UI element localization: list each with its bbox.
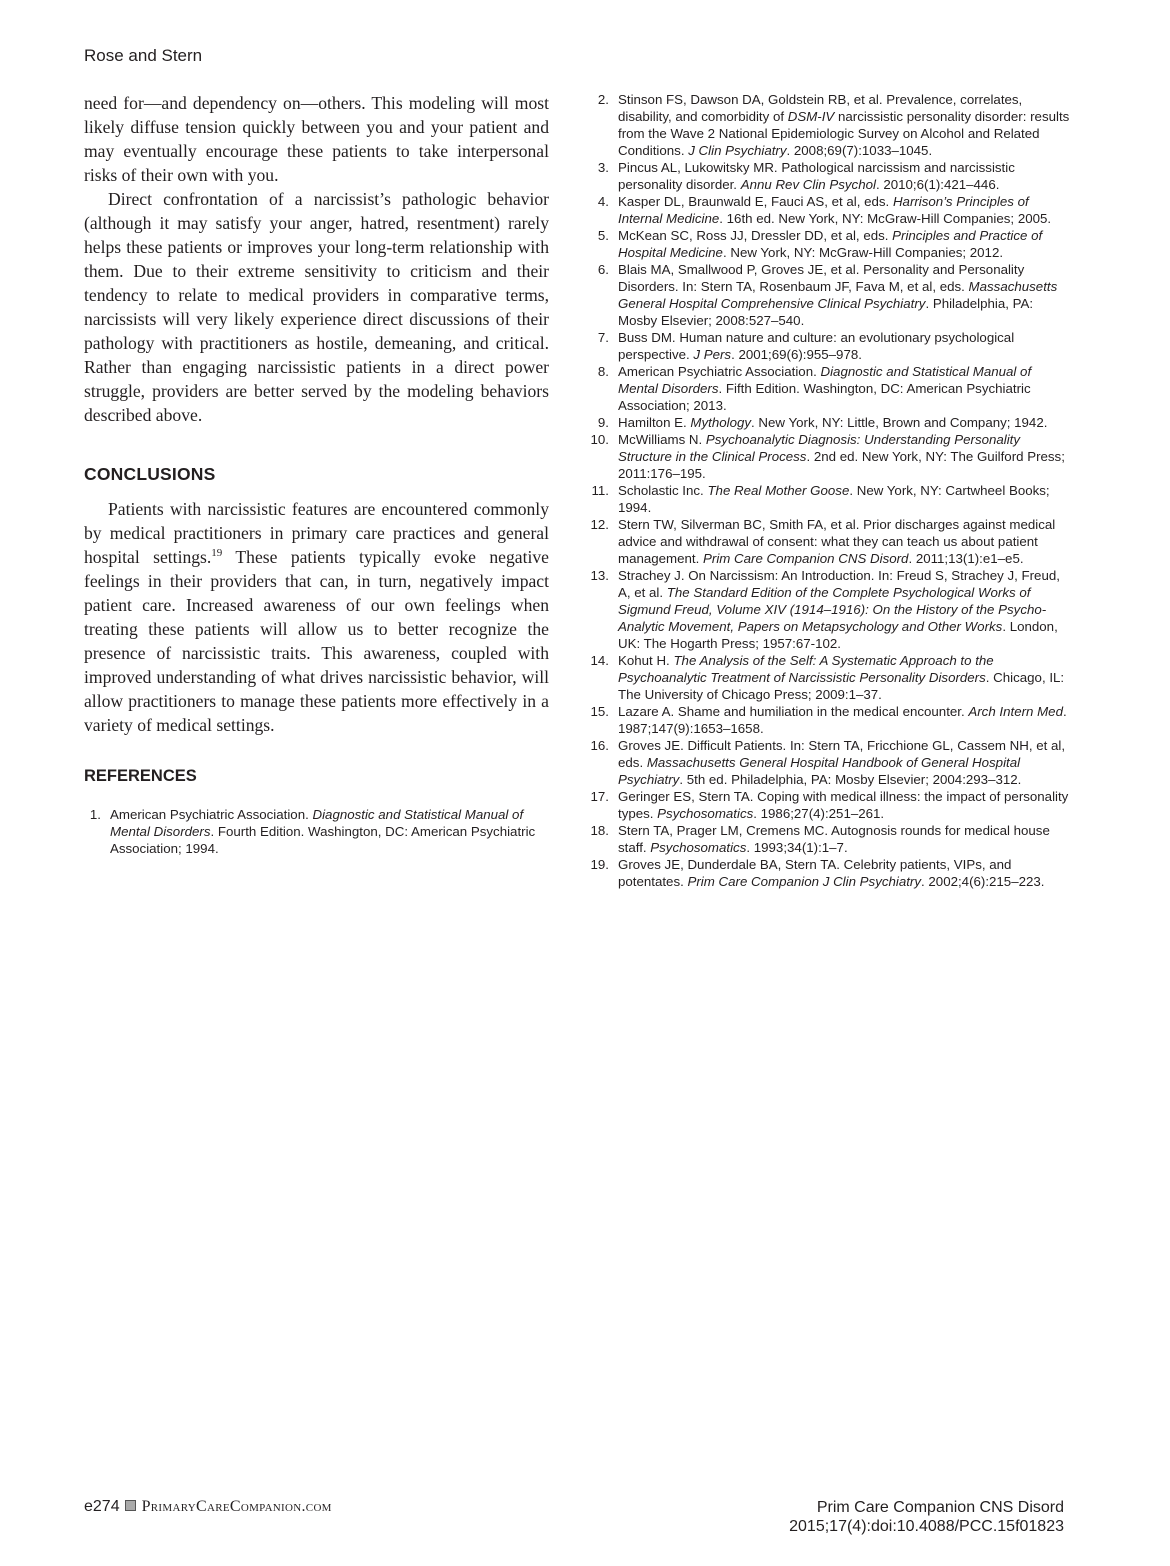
reference-item [84, 806, 549, 857]
reference-text: . 1993;34(1):1–7. [746, 840, 848, 855]
reference-number: 1. [89, 807, 101, 822]
reference-title: DSM-IV [787, 109, 835, 124]
reference-title: The Real Mother Goose [707, 483, 850, 498]
right-column [584, 91, 1074, 890]
reference-text: . 2010;6(1):421–446. [875, 177, 1000, 192]
reference-title: The Standard Edition of the Complete Psychological Works of Sigmund Freud, Volume XIV (1914–1916): On the History of the Psycho-Analytic Movement, Papers on Metapsychology and Other Works [618, 585, 1047, 634]
left-column [84, 91, 549, 857]
reference-number: 17. [590, 789, 609, 804]
reference-item [584, 227, 1074, 261]
square-bullet-icon [125, 1500, 136, 1511]
reference-text: Kohut H. [618, 653, 674, 668]
reference-title: Prim Care Companion J Clin Psychiatry [687, 874, 922, 889]
reference-number: 18. [590, 823, 609, 838]
reference-text: . 1986;27(4):251–261. [753, 806, 885, 821]
reference-item [584, 737, 1074, 788]
reference-title: Diagnostic and Statistical Manual of Mental Disorders [618, 364, 1032, 396]
footer-left [84, 1498, 332, 1516]
reference-list [84, 806, 549, 857]
reference-title: Principles and Practice of Hospital Medicine [618, 228, 1043, 260]
reference-text: American Psychiatric Association. [618, 364, 821, 379]
reference-text: Kasper DL, Braunwald E, Fauci AS, et al, eds. [618, 194, 893, 209]
reference-text: Blais MA, Smallwood P, Groves JE, et al. Personality and Personality Disorders. In: Stern TA, Rosenbaum JF, Fava M, et al, eds. [618, 262, 1025, 294]
reference-title: Harrison’s Principles of Internal Medicine [618, 194, 1029, 226]
reference-number: 2. [597, 92, 609, 107]
reference-title: Diagnostic and Statistical Manual of Mental Disorders [110, 807, 524, 839]
footer-right [789, 1498, 1064, 1536]
reference-text: . Fourth Edition. Washington, DC: American Psychiatric Association; 1994. [110, 824, 536, 856]
reference-text: . 1987;147(9):1653–1658. [618, 704, 1067, 736]
reference-text: American Psychiatric Association. [110, 807, 313, 822]
reference-text: . New York, NY: McGraw-Hill Companies; 2012. [722, 245, 1004, 260]
reference-title: Mythology [690, 415, 752, 430]
body-paragraph: Direct confrontation of a narcissist’s pathologic behavior (although it may satisfy your anger, hatred, resentment) rarely helps these patients or improves your long-term relationship with them. Due to their extreme sensitivity to criticism and their tendency to relate to medical providers in comparative terms, narcissists will very likely experience direct discussions of their pathology with practitioners as hostile, demeaning, and critical. Rather than engaging narcissistic patients in a direct power struggle, providers are better served by the modeling behaviors described above. [84, 189, 549, 425]
reference-title: Arch Intern Med [968, 704, 1063, 719]
reference-text: narcissistic personality disorder: results from the Wave 2 National Epidemiologic Survey on Alcohol and Related Conditions. [618, 109, 1070, 158]
page-number: e274 [84, 1498, 120, 1515]
reference-text: . 2002;4(6):215–223. [921, 874, 1045, 889]
reference-text: Lazare A. Shame and humiliation in the medical encounter. [618, 704, 969, 719]
reference-number: 6. [597, 262, 609, 277]
reference-number: 3. [597, 160, 609, 175]
body-paragraph: need for—and dependency on—others. This modeling will most likely diffuse tension quickly between you and your patient and may eventually encourage these patients to take interpersonal risks of their own with you. [84, 93, 549, 185]
reference-item [584, 703, 1074, 737]
reference-text: Groves JE. Difficult Patients. In: Stern TA, Fricchione GL, Cassem NH, et al, eds. [618, 738, 1066, 770]
reference-title: Psychoanalytic Diagnosis: Understanding Personality Structure in the Clinical Process [618, 432, 1021, 464]
reference-text: Buss DM. Human nature and culture: an evolutionary psychological perspective. [618, 330, 1015, 362]
reference-text: . New York, NY: Cartwheel Books; 1994. [618, 483, 1050, 515]
reference-title: Annu Rev Clin Psychol [740, 177, 876, 192]
reference-text: McKean SC, Ross JJ, Dressler DD, et al, eds. [618, 228, 893, 243]
reference-number: 8. [597, 364, 609, 379]
references-heading: REFERENCES [84, 767, 197, 785]
text: These patients typically evoke negative feelings in their providers that can, in turn, negatively impact patient care. Increased awareness of our own feelings when treating these patients will allow us to better recognize the presence of narcissistic traits. This awareness, coupled with improved understanding of what drives narcissistic behavior, will allow practitioners to manage these patients more effectively in a variety of medical settings. [84, 547, 549, 735]
journal-name: Prim Care Companion CNS Disord [816, 1499, 1064, 1516]
reference-text: Stinson FS, Dawson DA, Goldstein RB, et al. Prevalence, correlates, disability, and comorbidity of [618, 92, 1023, 124]
running-head: Rose and Stern [84, 46, 203, 65]
reference-text: . 5th ed. Philadelphia, PA: Mosby Elsevier; 2004:293–312. [679, 772, 1022, 787]
reference-title: Prim Care Companion CNS Disord [703, 551, 909, 566]
reference-number: 9. [597, 415, 609, 430]
reference-number: 15. [590, 704, 609, 719]
reference-text: . Chicago, IL: The University of Chicago Press; 2009:1–37. [618, 670, 1065, 702]
reference-text: . 2008;69(7):1033–1045. [786, 143, 933, 158]
reference-number: 4. [597, 194, 609, 209]
citation-superscript: 19 [211, 547, 223, 560]
reference-item [584, 788, 1074, 822]
reference-item [584, 482, 1074, 516]
reference-item [584, 159, 1074, 193]
reference-text: Geringer ES, Stern TA. Coping with medical illness: the impact of personality types. [618, 789, 1069, 821]
reference-number: 12. [590, 517, 609, 532]
reference-number: 5. [597, 228, 609, 243]
site-link[interactable]: PrimaryCareCompanion.com [141, 1498, 332, 1515]
reference-number: 19. [590, 857, 609, 872]
reference-text: . London, UK: The Hogarth Press; 1957:67-102. [618, 619, 1058, 651]
reference-number: 13. [590, 568, 609, 583]
reference-title: Psychosomatics [650, 840, 747, 855]
reference-text: Stern TA, Prager LM, Cremens MC. Autognosis rounds for medical house staff. [618, 823, 1050, 855]
reference-text: Groves JE, Dunderdale BA, Stern TA. Celebrity patients, VIPs, and potentates. [618, 857, 1012, 889]
reference-number: 11. [591, 483, 609, 498]
reference-number: 14. [590, 653, 609, 668]
reference-item [584, 193, 1074, 227]
reference-item [584, 822, 1074, 856]
reference-item [584, 652, 1074, 703]
reference-text: . 2001;69(6):955–978. [731, 347, 862, 362]
reference-item [584, 363, 1074, 414]
reference-title: J Pers [693, 347, 732, 362]
reference-text: Stern TW, Silverman BC, Smith FA, et al. Prior discharges against medical advice and withdrawal of consent: what they can teach us about patient management. [618, 517, 1056, 566]
text: Patients with narcissistic features are encountered commonly by medical practitioners in primary care practices and general hospital settings. [84, 499, 549, 567]
reference-text: . 16th ed. New York, NY: McGraw-Hill Companies; 2005. [719, 211, 1052, 226]
conclusions-heading: CONCLUSIONS [84, 464, 216, 484]
reference-number: 10. [590, 432, 609, 447]
reference-title: Psychosomatics [657, 806, 754, 821]
reference-number: 16. [590, 738, 609, 753]
reference-list [584, 91, 1074, 890]
reference-item [584, 431, 1074, 482]
reference-text: Strachey J. On Narcissism: An Introduction. In: Freud S, Strachey J, Freud, A, et al. [618, 568, 1060, 600]
reference-title: The Analysis of the Self: A Systematic Approach to the Psychoanalytic Treatment of Narcissistic Personality Disorders [618, 653, 994, 685]
reference-title: Massachusetts General Hospital Comprehensive Clinical Psychiatry [618, 279, 1058, 311]
reference-item [584, 414, 1074, 431]
reference-title: Massachusetts General Hospital Handbook of General Hospital Psychiatry [618, 755, 1021, 787]
reference-text: . Fifth Edition. Washington, DC: American Psychiatric Association; 2013. [618, 381, 1031, 413]
reference-item [584, 91, 1074, 159]
reference-item [584, 516, 1074, 567]
reference-text: Scholastic Inc. [618, 483, 708, 498]
reference-item [584, 567, 1074, 652]
conclusions-paragraph [84, 497, 549, 737]
reference-text: . Philadelphia, PA: Mosby Elsevier; 2008:527–540. [618, 296, 1034, 328]
reference-text: . New York, NY: Little, Brown and Company; 1942. [751, 415, 1048, 430]
reference-text: . 2nd ed. New York, NY: The Guilford Press; 2011:176–195. [618, 449, 1065, 481]
reference-text: . 2011;13(1):e1–e5. [908, 551, 1024, 566]
reference-item [584, 261, 1074, 329]
reference-text: Pincus AL, Lukowitsky MR. Pathological narcissism and narcissistic personality disorder. [618, 160, 1015, 192]
citation-doi: 2015;17(4):doi:10.4088/PCC.15f01823 [789, 1518, 1064, 1535]
reference-text: McWilliams N. [618, 432, 706, 447]
reference-item [584, 329, 1074, 363]
reference-number: 7. [597, 330, 609, 345]
reference-title: J Clin Psychiatry [688, 143, 787, 158]
reference-item [584, 856, 1074, 890]
reference-text: Hamilton E. [618, 415, 691, 430]
